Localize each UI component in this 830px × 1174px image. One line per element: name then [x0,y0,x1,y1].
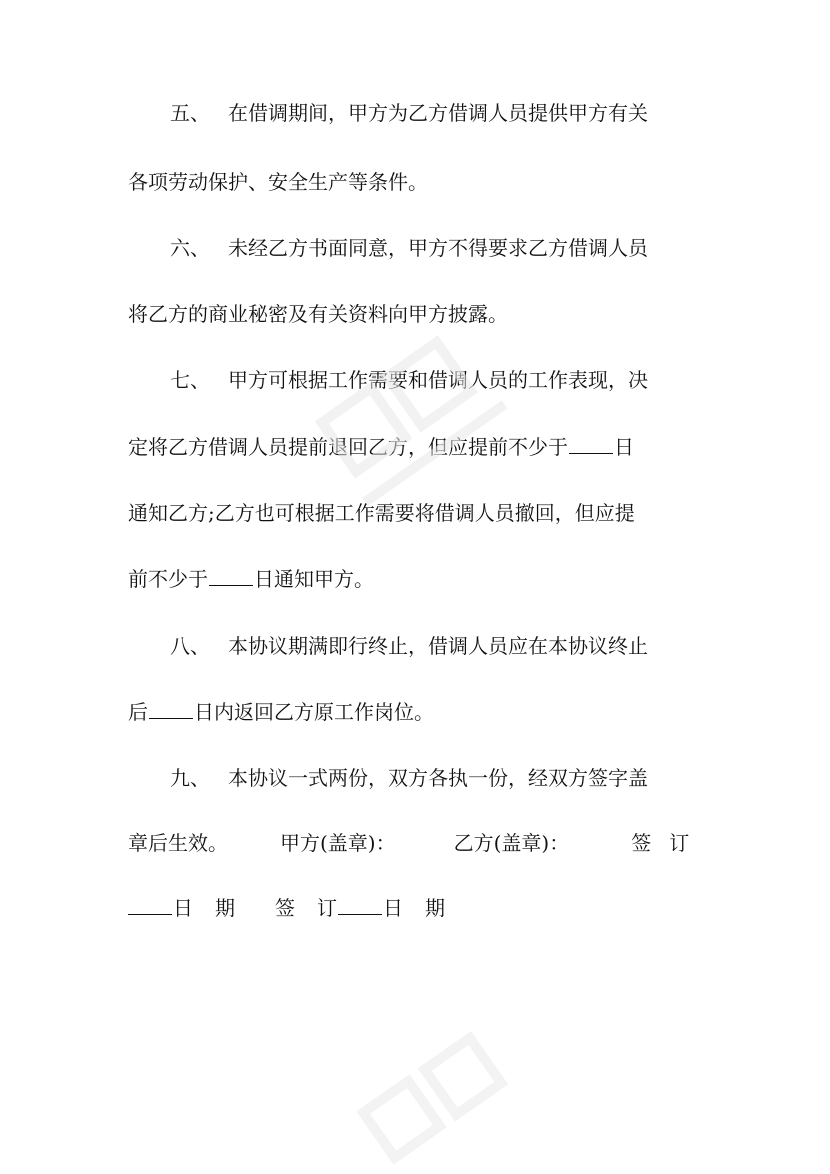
sign-char-2: 签 [275,896,295,920]
clause-7-line-3 [128,501,690,525]
sign-char-1: 签 [631,831,652,855]
blank-date-2 [338,896,382,915]
clause-8-marker: 八、 [170,634,210,658]
clause-7-text-1: 甲方可根据工作需要和借调人员的工作表现，决 [228,368,648,392]
clause-5-marker: 五、 [170,101,210,125]
clause-5-line-2 [128,170,690,194]
clause-6-text-2: 将乙方的商业秘密及有关资料向甲方披露。 [128,302,508,326]
blank-days-2 [209,567,253,586]
clause-7-text-4b: 日通知甲方。 [254,567,374,591]
clause-7-text-4a: 前不少于 [128,567,208,591]
clause-8-text-1: 本协议期满即行终止，借调人员应在本协议终止 [228,634,648,658]
clause-9-line-1 [170,766,690,790]
clause-8-text-2b: 日内返回乙方原工作岗位。 [194,700,434,724]
party-b-seal-label: 乙方(盖章)： [453,831,570,855]
watermark-graphic-2 [340,1020,560,1174]
clause-5-text-1: 在借调期间，甲方为乙方借调人员提供甲方有关 [228,101,648,125]
clause-6-text-1: 未经乙方书面同意，甲方不得要求乙方借调人员 [228,236,648,260]
clause-7-line-4 [128,567,690,591]
clause-6-line-2 [128,302,690,326]
clause-7-line-2 [128,435,690,459]
clause-7-marker: 七、 [170,368,210,392]
clause-8-text-2a: 后 [128,700,148,724]
effective-text: 章后生效。 [128,831,228,855]
ri-char-2: 日 [383,896,403,920]
clause-6-line-1 [170,236,690,260]
party-a-seal-label: 甲方(盖章)： [280,831,396,855]
blank-days-1 [569,435,613,454]
blank-date-1 [128,896,172,915]
ding-char-1: 订 [669,831,690,855]
qi-char-1: 期 [215,896,235,920]
clause-7-text-3: 通知乙方;乙方也可根据工作需要将借调人员撤回，但应提 [128,501,635,525]
ri-char-1: 日 [173,896,193,920]
clause-8-line-1 [170,634,690,658]
ding-char-2: 订 [317,896,337,920]
clause-7-line-1 [170,368,690,392]
clause-5-line-1 [170,101,690,125]
clause-9-marker: 九、 [170,766,210,790]
clause-6-marker: 六、 [170,236,210,260]
clause-9-line-2 [128,831,690,855]
clause-5-text-2: 各项劳动保护、安全生产等条件。 [128,170,428,194]
clause-8-line-2 [128,700,690,724]
clause-9-text-1: 本协议一式两份，双方各执一份，经双方签字盖 [228,766,648,790]
qi-char-2: 期 [425,896,445,920]
blank-days-3 [149,700,193,719]
clause-7-text-2b: 日 [614,435,634,459]
clause-7-text-2a: 定将乙方借调人员提前退回乙方，但应提前不少于 [128,435,568,459]
clause-9-line-3 [128,896,690,920]
